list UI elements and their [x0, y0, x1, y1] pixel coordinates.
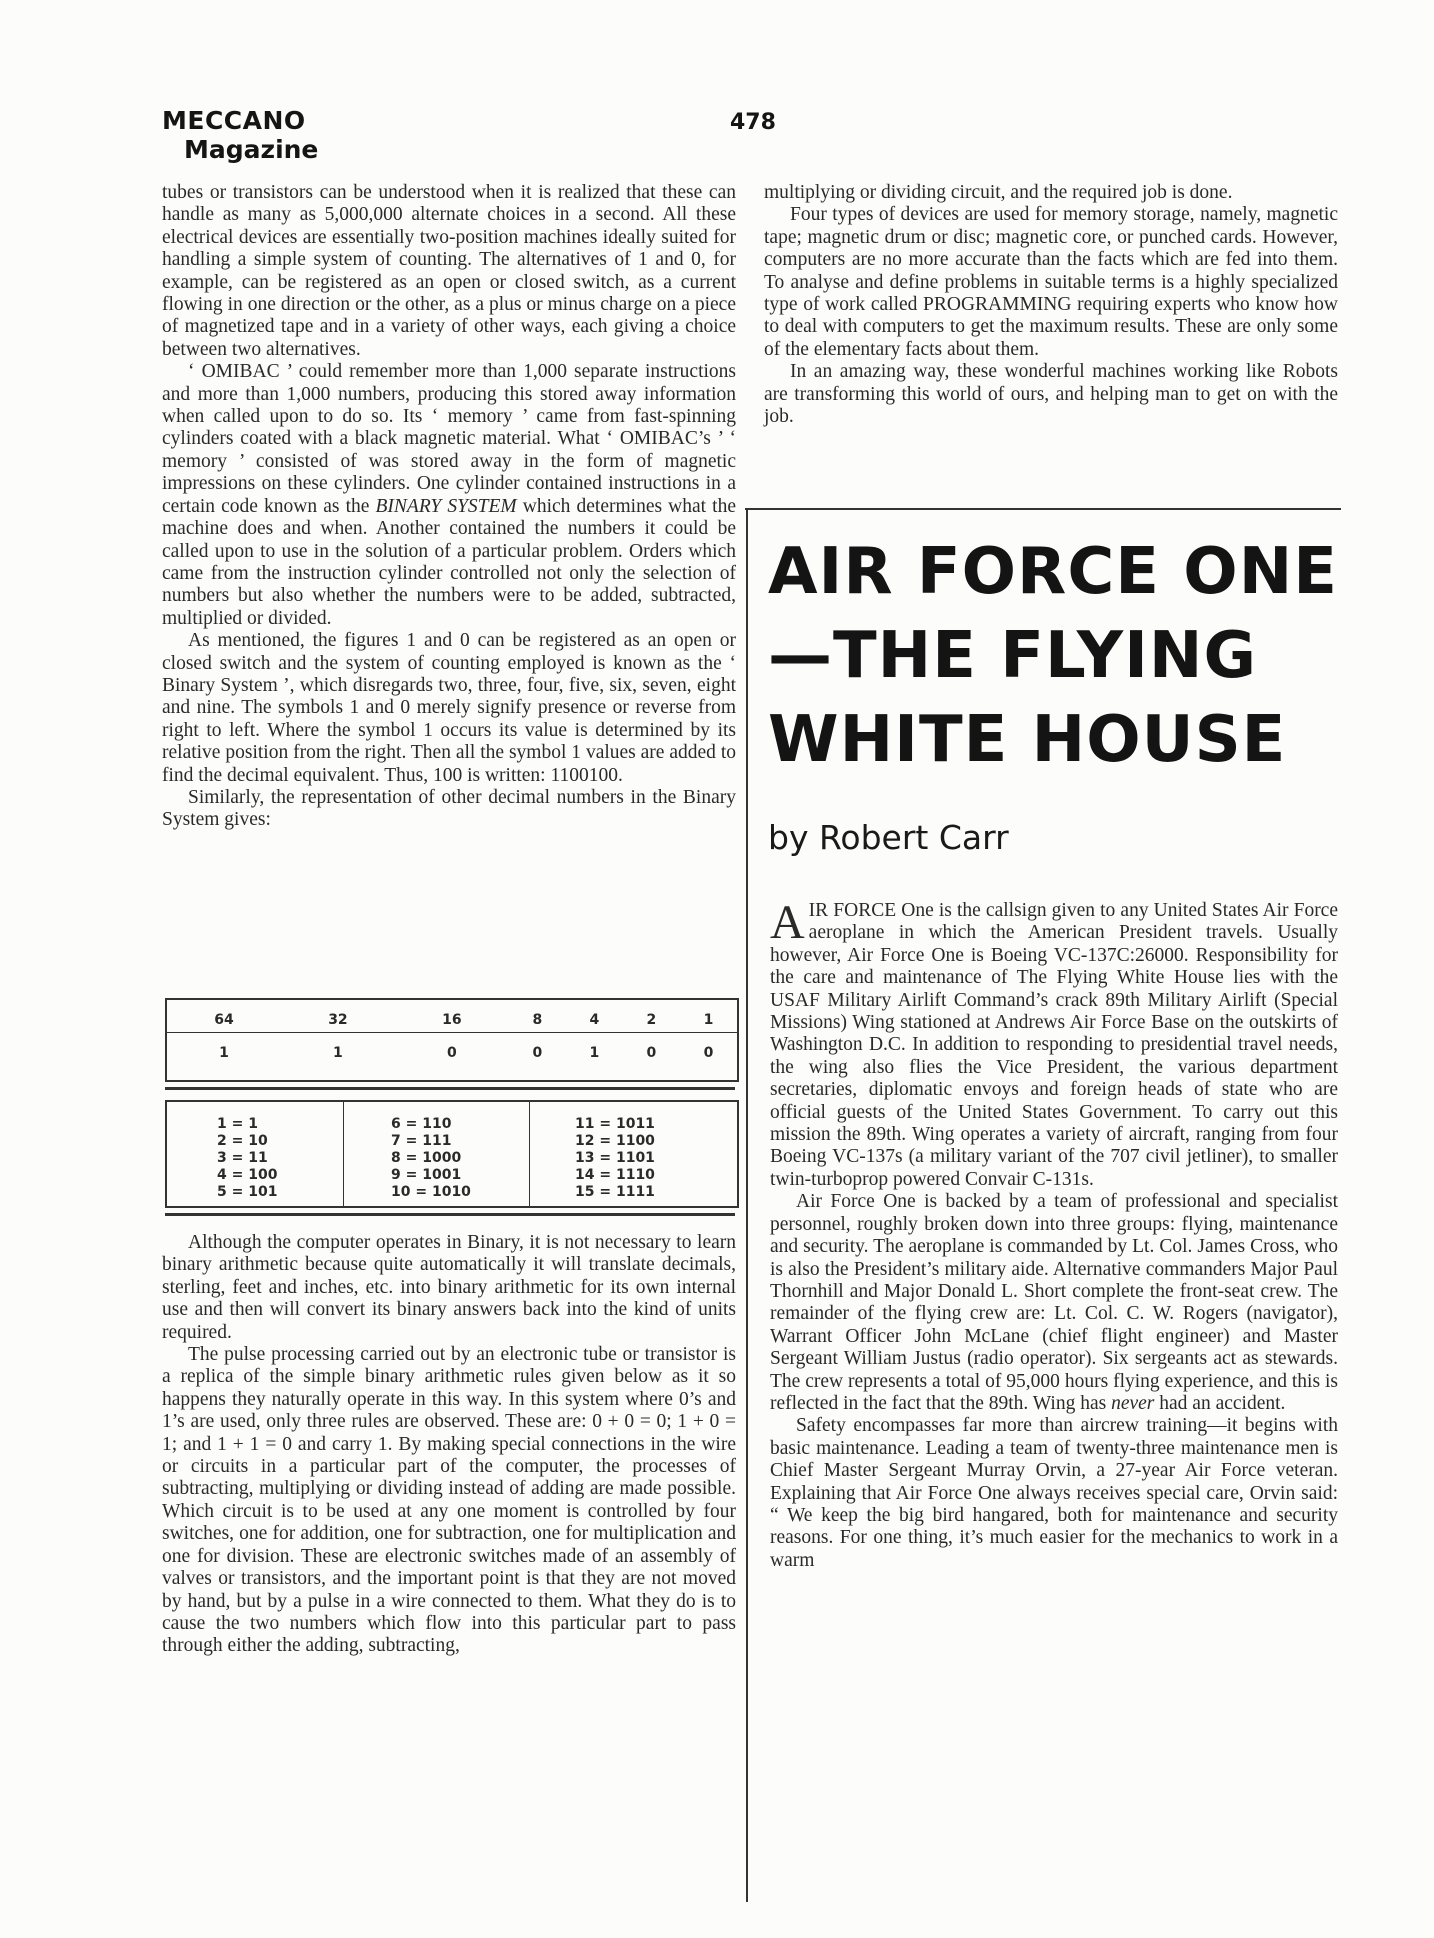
- table-cell: 2: [646, 1012, 657, 1028]
- table-cell: 1: [703, 1012, 714, 1028]
- paragraph: The pulse processing carried out by an electronic tube or transistor is a replica of the simple binary arithmetic rules given below as it so happens they naturally operate in this way. In this system where 0’s and 1’s are used, only three rules are observed. These are: 0 + 0 = 0; 1 + 0 = 1; and 1 + 1 = 0 and carry 1. By making special connections in the wire or circuits in a particular part of the computer, the processes of subtracting, multiplying or dividing instead of adding are made possible. Which circuit is to be used at any one moment is controlled by four switches, one for addition, one for subtraction, one for multiplication and one for division. These are electronic switches made of an assembly of valves or transistors, and the important point is that they are not moved by hand, but by a pulse in a wire connected to them. What they do is to cause the two numbers which flow into this particular part to pass through either the adding, subtracting,: [162, 1344, 736, 1657]
- paragraph: multiplying or dividing circuit, and the required job is done.: [764, 182, 1233, 203]
- masthead-title: MECCANO: [162, 106, 306, 135]
- binary-equivalents-table: [165, 1100, 739, 1208]
- paragraph-text: ‘ OMIBAC ’ could remember more than 1,000 separate instructions and more than 1,000 numbers, producing this stored away information when called upon to do so. Its ‘ memory ’ came from fast-spinning cylinders coated with a black magnetic material. What ‘ OMIBAC’s ’ ‘ memory ’ consisted of was stored away in the form of magnetic impressions on these cylinders. One cylinder contained instructions in a certain code known as the: [162, 361, 736, 517]
- list-column: [217, 1116, 277, 1201]
- list-item: 4 = 100: [217, 1167, 278, 1183]
- page-number: 478: [730, 110, 776, 135]
- left-column-continued: [162, 1232, 736, 1658]
- binary-place-value-table: [165, 998, 739, 1082]
- table-cell: 4: [589, 1012, 600, 1028]
- list-item: 12 = 1100: [575, 1133, 655, 1149]
- list-item: 2 = 10: [217, 1133, 268, 1149]
- italic-emphasis: never: [1111, 1392, 1155, 1414]
- table-cell: 32: [328, 1012, 348, 1028]
- table-row: [167, 1033, 737, 1065]
- list-item: 5 = 101: [217, 1184, 278, 1200]
- paragraph: Although the computer operates in Binary, it is not necessary to learn binary arithmetic because quite automatically it will translate decimals, sterling, feet and inches, etc. into binary arithmetic for its own internal use and then will convert its binary answers back into the kind of units required.: [162, 1232, 736, 1343]
- table-header-row: [167, 1000, 737, 1033]
- list-item: 13 = 1101: [575, 1150, 655, 1166]
- table-cell: 0: [447, 1045, 457, 1061]
- article-byline: by Robert Carr: [768, 818, 1009, 857]
- italic-term: BINARY SYSTEM: [375, 495, 517, 517]
- table-cell: 16: [442, 1012, 462, 1028]
- list-item: 11 = 1011: [575, 1116, 655, 1132]
- paragraph: tubes or transistors can be understood when it is realized that these can handle as many as 5,000,000 alternate choices in a second. All these electrical devices are essentially two-position machines ideally suited for handling a simple system of counting. The alternatives of 1 and 0, for example, can be registered as an open or closed switch, as a current flowing in one direction or the other, as a plus or minus charge on a piece of magnetized tape and in a variety of other ways, each giving a choice between two alternatives.: [162, 182, 736, 360]
- paragraph: Similarly, the representation of other decimal numbers in the Binary System gives:: [162, 786, 736, 831]
- paragraph: Four types of devices are used for memory storage, namely, magnetic tape; magnetic drum or disc; magnetic core, or punched cards. However, computers are no more accurate than the facts which are fed into them. To analyse and define problems in suitable terms is a highly specialized type of work called PROGRAMMING requiring experts who know how to deal with computers to get the maximum results. These are only some of the elementary facts about them.: [764, 204, 1338, 360]
- paragraph-text: IR FORCE One is the callsign given to any United States Air Force aeroplane in which the American President travels. Usually however, Air Force One is Boeing VC-137C:26000. Responsibility for the care and maintenance of The Flying White House lies with the USAF Military Airlift Command’s crack 89th Military Airlift (Special Missions) Wing stationed at Andrews Air Force Base on the outskirts of Washington D.C. In addition to responding to presidential travel needs, the wing also flies the Vice President, the various department secretaries, diplomatic envoys and foreign heads of state who are official guests of the United States Government. To carry out this mission the 89th. Wing operates a variety of aircraft, ranging from four Boeing VC-137s (a military variant of the 707 civil jetliner), to smaller twin-turboprop powered Convair C-131s.: [770, 900, 1338, 1190]
- paragraph: As mentioned, the figures 1 and 0 can be registered as an open or closed switch and the system of counting employed is known as the ‘ Binary System ’, which disregards two, three, four, five, six, seven, eight and nine. The symbols 1 and 0 merely signify presence or reverse from right to left. Where the symbol 1 occurs its value is determined by its relative position from the right. Then all the symbol 1 values are added to find the decimal equivalent. Thus, 100 is written: 1100100.: [162, 630, 736, 786]
- list-item: 9 = 1001: [391, 1167, 462, 1183]
- list-item: 7 = 111: [391, 1133, 452, 1149]
- table-rule: [165, 1213, 735, 1216]
- column-divider: [529, 1102, 530, 1206]
- table-cell: 1: [219, 1045, 229, 1061]
- paragraph: [770, 1191, 1338, 1415]
- list-item: 3 = 11: [217, 1150, 268, 1166]
- masthead-subtitle: Magazine: [184, 135, 319, 164]
- left-column: [162, 182, 736, 832]
- table-rule: [165, 1087, 735, 1090]
- right-column-top: [764, 182, 1338, 428]
- drop-cap: A: [770, 896, 805, 949]
- paragraph-text: had an accident.: [1154, 1392, 1286, 1414]
- paragraph-text: which determines what the machine does and when. Another contained the numbers it could be called upon to use in the solution of a particular problem. Orders which came from the instruction cylinder controlled not only the selection of numbers but also whether the numbers were to be added, subtracted, multiplied or divided.: [162, 495, 736, 629]
- table-cell: 8: [532, 1012, 543, 1028]
- masthead: [162, 106, 318, 164]
- paragraph: Safety encompasses far more than aircrew training—it begins with basic maintenance. Leading a team of twenty-three maintenance men is Chief Master Sergeant Murray Orvin, a 27-year Air Force veteran. Explaining that Air Force One always receives special care, Orvin said: “ We keep the big bird hangared, both for maintenance and security reasons. For one thing, it’s much easier for the mechanics to work in a warm: [770, 1415, 1338, 1571]
- paragraph: [770, 896, 1338, 1191]
- article-top-rule: [745, 508, 1341, 510]
- article-side-rule: [746, 508, 748, 1902]
- list-item: 14 = 1110: [575, 1167, 655, 1183]
- list-item: 10 = 1010: [391, 1184, 471, 1200]
- article-body: [770, 896, 1338, 1572]
- headline-line: AIR FORCE ONE: [768, 535, 1338, 609]
- list-item: 15 = 1111: [575, 1184, 655, 1200]
- headline-line: —THE FLYING: [768, 619, 1257, 693]
- list-column: [575, 1116, 655, 1201]
- table-cell: 64: [214, 1012, 234, 1028]
- paragraph-text: Air Force One is backed by a team of professional and specialist personnel, roughly broken down into three groups: flying, maintenance and security. The aeroplane is commanded by Lt. Col. James Cross, who is also the President’s military aide. Alternative commanders Major Paul Thornhill and Major Donald L. Short complete the front-seat crew. The remainder of the flying crew are: Lt. Col. C. W. Rogers (navigator), Warrant Officer John McLane (chief flight engineer) and Master Sergeant William Justus (radio operator). Six sergeants act as stewards. The crew represents a total of 95,000 hours flying experience, and this is reflected in the fact that the 89th. Wing has: [770, 1191, 1338, 1414]
- list-item: 8 = 1000: [391, 1150, 462, 1166]
- list-item: 6 = 110: [391, 1116, 452, 1132]
- table-cell: 0: [646, 1045, 657, 1061]
- list-item: 1 = 1: [217, 1116, 258, 1132]
- headline-line: WHITE HOUSE: [768, 703, 1287, 777]
- table-cell: 1: [333, 1045, 343, 1061]
- table-cell: 0: [532, 1045, 543, 1061]
- paragraph: [162, 361, 736, 630]
- list-column: [391, 1116, 471, 1201]
- article-headline: [768, 530, 1338, 782]
- table-cell: 1: [589, 1045, 600, 1061]
- paragraph: In an amazing way, these wonderful machines working like Robots are transforming this world of ours, and helping man to get on with the job.: [764, 361, 1338, 428]
- column-divider: [343, 1102, 344, 1206]
- table-cell: 0: [703, 1045, 714, 1061]
